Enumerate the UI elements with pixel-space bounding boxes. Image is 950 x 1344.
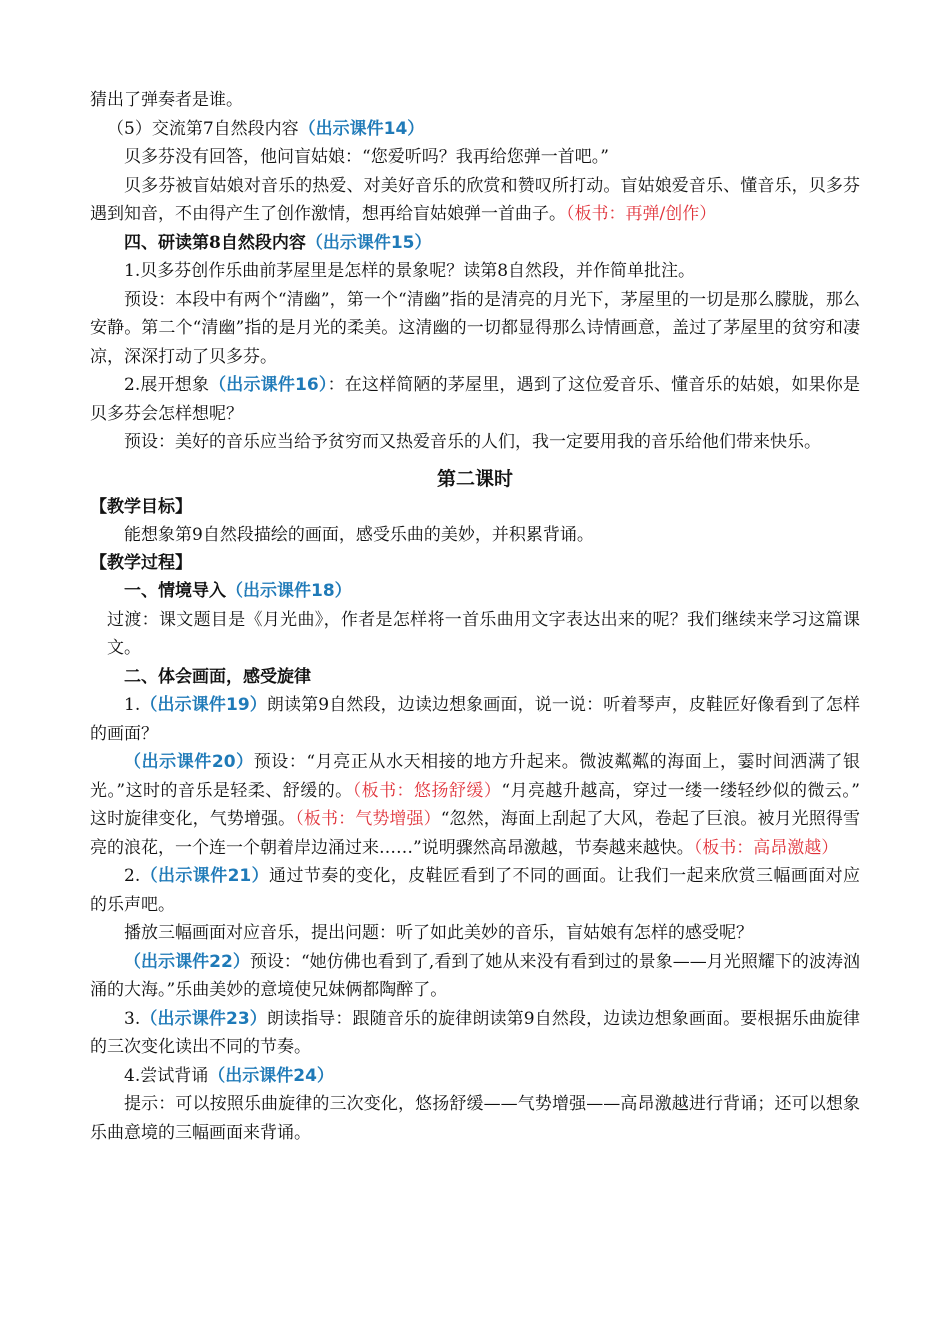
activity-2-preset-text: 预设：“她仿佛也看到了,看到了她从来没有看到过的景象——月光照耀下的波涛汹涌的大海。”乐曲美妙的意境使兄妹俩都陶醉了。 — [90, 951, 860, 1000]
transition-paragraph: 过渡：课文题目是《月光曲》，作者是怎样将一首乐曲用文字表达出来的呢？我们继续来学习这篇课文。 — [107, 609, 860, 658]
activity-1 — [90, 691, 860, 748]
courseware-ref: （出示课件16） — [209, 375, 328, 395]
preset-text-c: “忽然，海面上刮起了大风，卷起了巨浪。被月光照得雪亮的浪花，一个连一个朝着岸边涌过来……”说明骤然高昂激越，节奏越来越快。 — [90, 809, 860, 858]
courseware-ref: （出示课件21） — [140, 866, 270, 886]
step-2-heading: 二、体会画面，感受旋律 — [124, 666, 311, 687]
section-4-heading — [90, 229, 860, 258]
board-note: （板书：高昂激越） — [693, 837, 839, 858]
board-note: （板书：悠扬舒缓） — [352, 780, 502, 801]
analysis-text: 贝多芬被盲姑娘对音乐的热爱、对美好音乐的欣赏和赞叹所打动。盲姑娘爱音乐、懂音乐，贝多芬遇到知音，不由得产生了创作激情，想再给盲姑娘弹一首曲子。 — [90, 175, 860, 224]
quote-paragraph: 贝多芬没有回答，他问盲姑娘：“您爱听吗？我再给您弹一首吧。” — [124, 147, 609, 167]
courseware-ref: （出示课件22） — [124, 951, 250, 972]
step-1-heading — [90, 577, 860, 606]
courseware-ref: （出示课件19） — [140, 695, 267, 715]
analysis-paragraph — [90, 172, 860, 229]
activity-3-text: 朗读指导：跟随音乐的旋律朗读第9自然段，边读边想象画面。要根据乐曲旋律的三次变化读出不同的节奏。 — [90, 1008, 860, 1057]
board-note: （板书：再弹/创作） — [566, 204, 717, 224]
activity-1-text: 朗读第9自然段，边读边想象画面，说一说：听着琴声，皮鞋匠好像看到了怎样的画面？ — [90, 695, 860, 744]
activity-4 — [90, 1062, 860, 1091]
activity-2-preset — [90, 948, 860, 1005]
process-heading: 【教学过程】 — [90, 553, 192, 573]
courseware-ref: （出示课件14） — [298, 118, 425, 139]
preset-text-a: 预设：“月亮正从水天相接的地方升起来。微波粼粼的海面上，霎时间洒满了银光。”这时的音乐是轻柔、舒缓的。 — [90, 752, 860, 801]
paragraph-continuation: 猜出了弹奏者是谁。 — [90, 90, 243, 110]
courseware-ref: （出示课件23） — [140, 1008, 267, 1029]
activity-3 — [90, 1005, 860, 1062]
courseware-ref: （出示课件15） — [305, 232, 432, 253]
question-2-label: 2.展开想象 — [124, 375, 210, 395]
courseware-ref: （出示课件24） — [208, 1065, 334, 1086]
activity-2-label: 2. — [124, 866, 141, 886]
activity-4-tip: 提示：可以按照乐曲旋律的三次变化，悠扬舒缓——气势增强——高昂激越进行背诵；还可以想象乐曲意境的三幅画面来背诵。 — [90, 1094, 860, 1143]
step-5-heading — [90, 115, 860, 144]
question-2 — [90, 371, 860, 428]
activity-3-label: 3. — [124, 1008, 141, 1029]
courseware-ref: （出示课件18） — [226, 581, 352, 601]
document-page — [90, 86, 860, 1147]
courseware-ref: （出示课件20） — [124, 752, 254, 772]
step-5-text: （5）交流第7自然段内容 — [107, 118, 299, 139]
goals-heading: 【教学目标】 — [90, 496, 192, 517]
activity-1-label: 1. — [124, 695, 141, 715]
lesson-title: 第二课时 — [436, 467, 513, 490]
activity-1-preset — [90, 748, 860, 862]
preset-answer-1: 预设：本段中有两个“清幽”，第一个“清幽”指的是清亮的月光下，茅屋里的一切是那么朦胧，那么安静。第二个“清幽”指的是月光的柔美。这清幽的一切都显得那么诗情画意，盖过了茅屋里的贫穷和凄凉，深深打动了贝多芬。 — [90, 289, 860, 367]
step-1-text: 一、情境导入 — [124, 581, 226, 601]
activity-4-label: 4.尝试背诵 — [124, 1065, 209, 1086]
question-1: 1.贝多芬创作乐曲前茅屋里是怎样的景象呢？读第8自然段，并作简单批注。 — [124, 261, 696, 281]
activity-2-text: 通过节奏的变化，皮鞋匠看到了不同的画面。让我们一起来欣赏三幅画面对应的乐声吧。 — [90, 866, 860, 915]
preset-answer-2: 预设：美好的音乐应当给予贫穷而又热爱音乐的人们，我一定要用我的音乐给他们带来快乐。 — [124, 432, 821, 452]
goals-text: 能想象第9自然段描绘的画面，感受乐曲的美妙，并积累背诵。 — [124, 524, 594, 545]
preset-text-b: “月亮越升越高，穿过一缕一缕轻纱似的微云。” 这时旋律变化，气势增强。 — [90, 780, 860, 829]
board-note: （板书：气势增强） — [295, 809, 441, 829]
question-2-text: ：在这样简陋的茅屋里，遇到了这位爱音乐、懂音乐的姑娘，如果你是贝多芬会怎样想呢？ — [90, 375, 860, 424]
activity-2-question: 播放三幅画面对应音乐，提出问题：听了如此美妙的音乐，盲姑娘有怎样的感受呢？ — [124, 923, 753, 943]
section-4-text: 四、研读第8自然段内容 — [124, 232, 306, 253]
activity-2 — [90, 862, 860, 919]
